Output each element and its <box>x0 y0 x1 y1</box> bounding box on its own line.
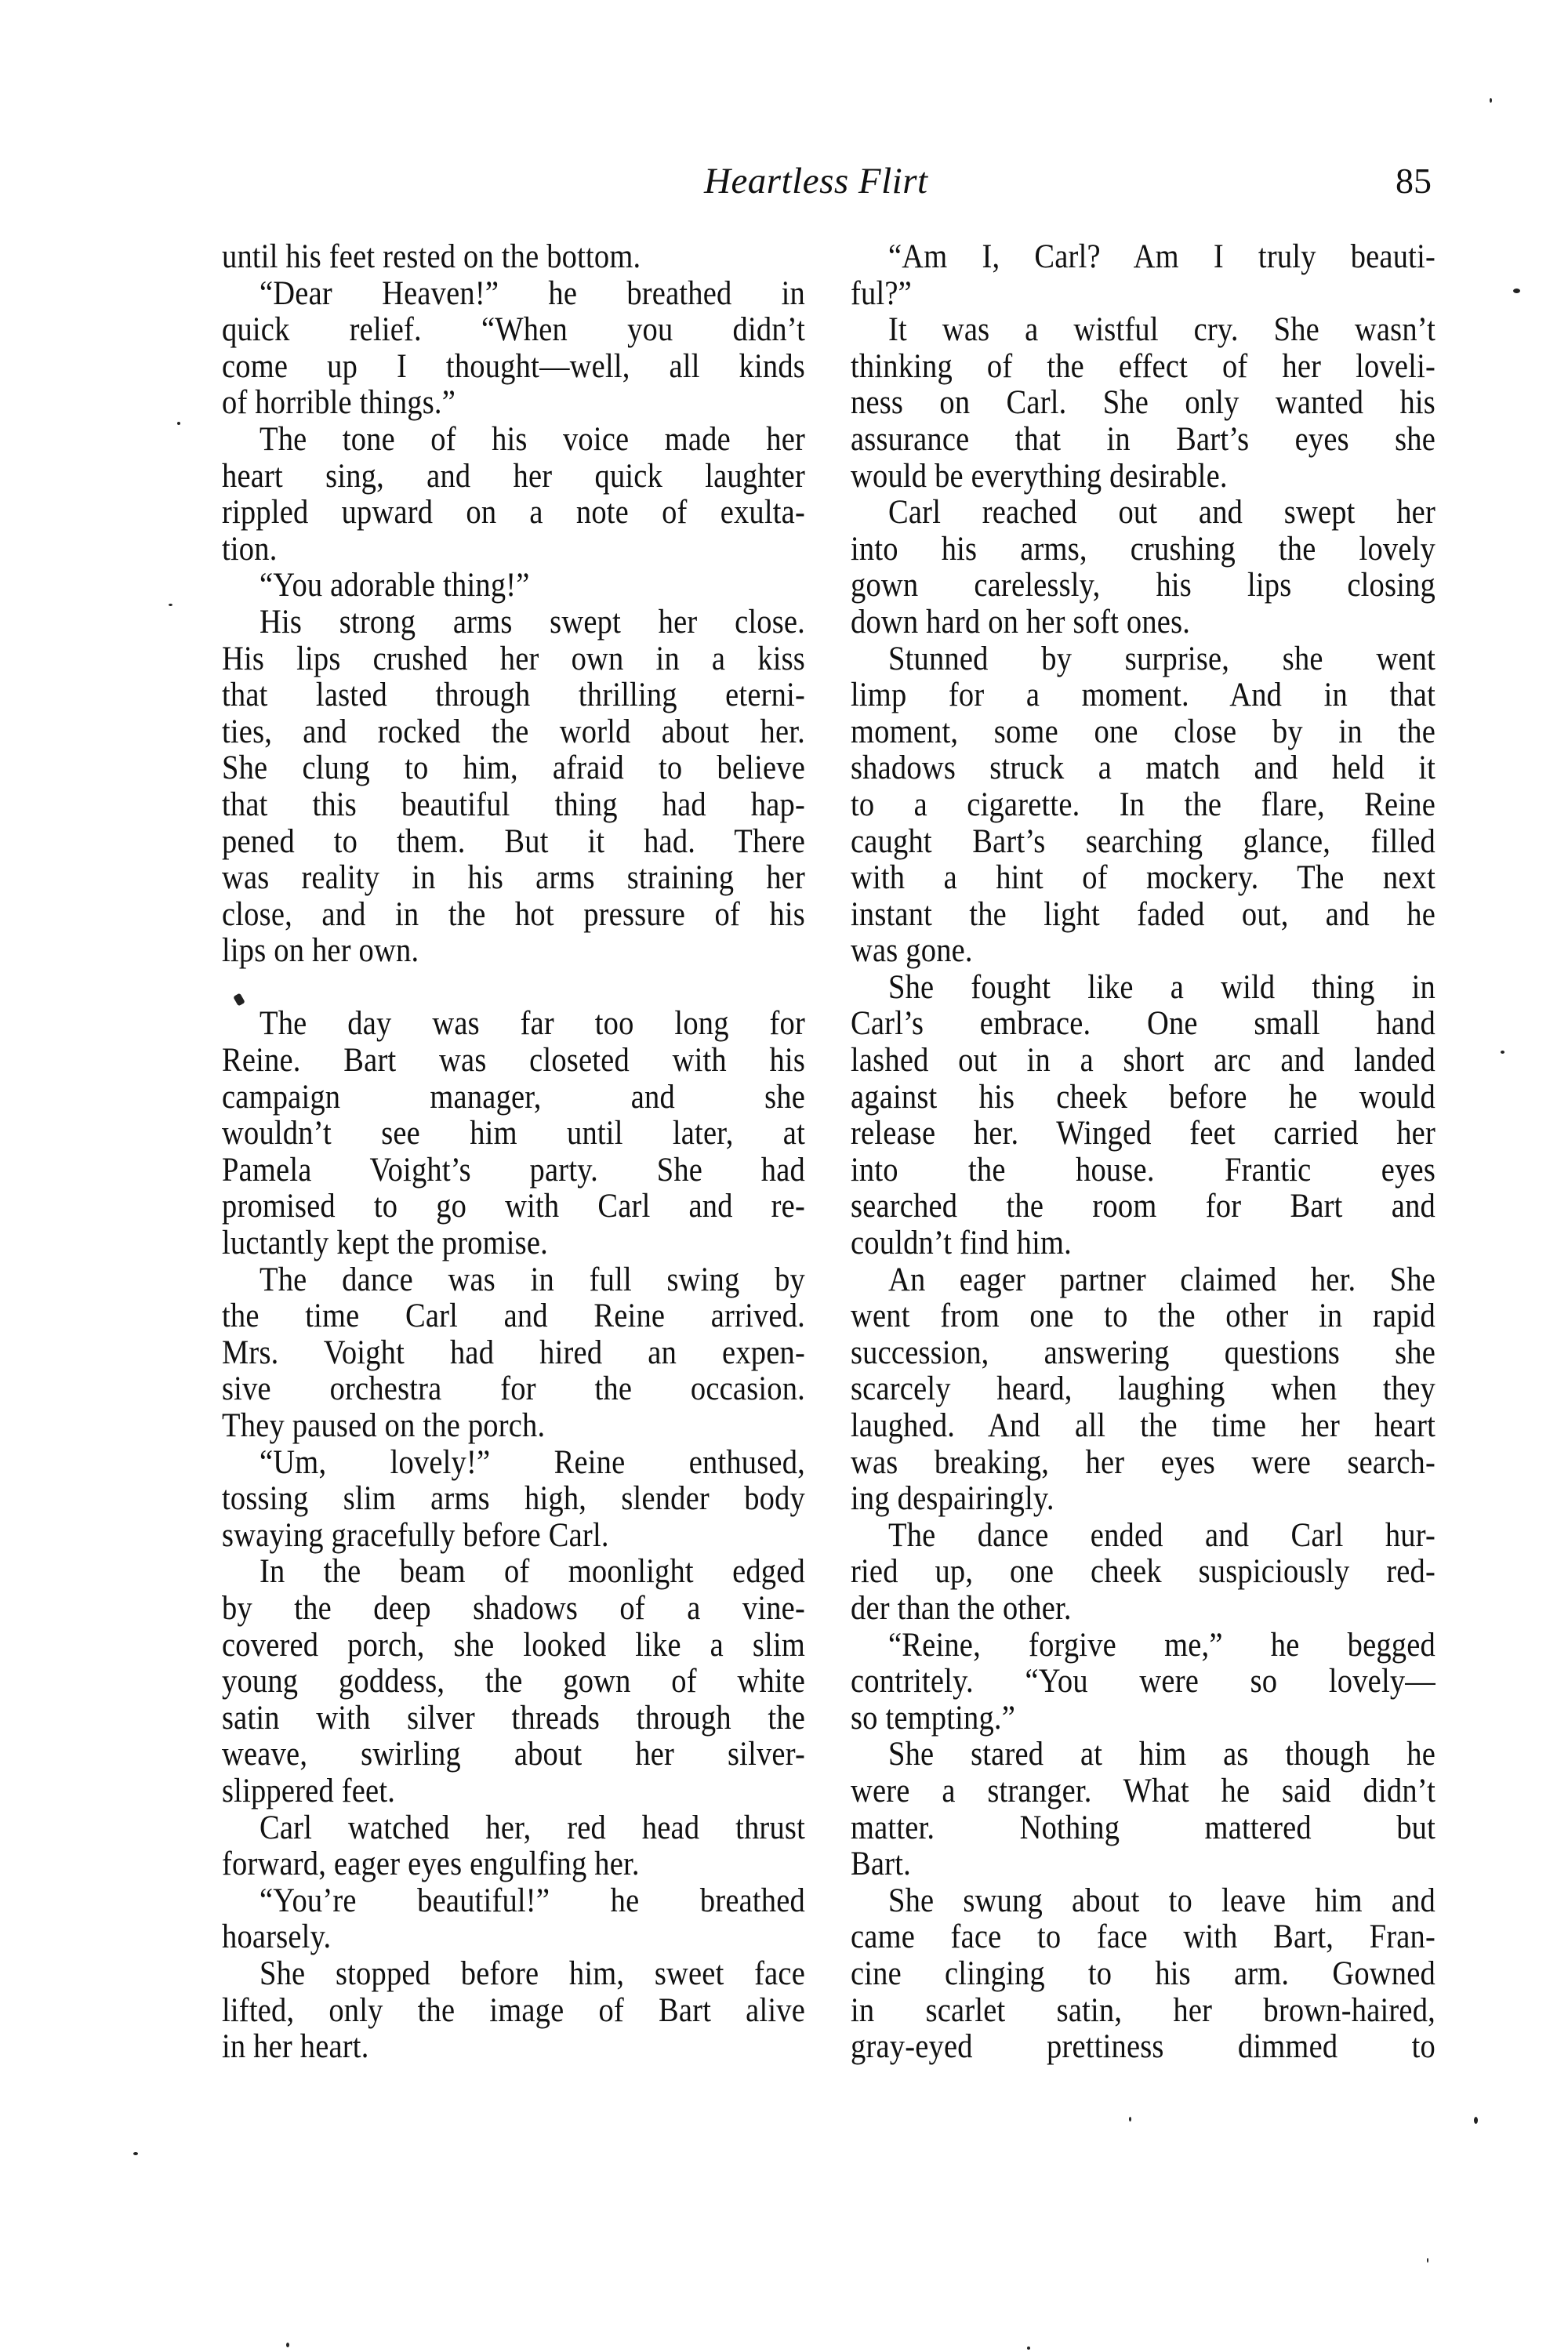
text-line: shadows struck a match and held it <box>851 750 1436 787</box>
left-text-column <box>222 239 805 2066</box>
text-line: ness on Carl. She only wanted his <box>851 384 1436 422</box>
section-break <box>222 970 805 1007</box>
text-line: tion. <box>222 530 278 568</box>
text-line: succession, answering questions she <box>851 1334 1436 1371</box>
text-line: They paused on the porch. <box>222 1406 546 1444</box>
text-line: was breaking, her eyes were search- <box>851 1443 1436 1481</box>
text-line: luctantly kept the promise. <box>222 1224 548 1261</box>
running-title: Heartless Flirt <box>704 161 928 201</box>
right-text-column <box>851 239 1436 2066</box>
text-line: heart sing, and her quick laughter <box>222 457 805 495</box>
text-line: An eager partner claimed her. She <box>888 1261 1436 1298</box>
text-line: gown carelessly, his lips closing <box>851 567 1436 604</box>
text-line: ing despairingly. <box>851 1480 1054 1518</box>
text-line: assurance that in Bart’s eyes she <box>851 420 1436 458</box>
text-line: Bart. <box>851 1846 911 1883</box>
text-line: Stunned by surprise, she went <box>888 640 1436 677</box>
text-line: lifted, only the image of Bart alive <box>222 1991 805 2029</box>
text-line: were a stranger. What he said didn’t <box>851 1772 1436 1809</box>
text-line: with a hint of mockery. The next <box>851 858 1436 897</box>
text-line: The dance ended and Carl hur- <box>888 1516 1436 1554</box>
text-line: campaign manager, and she <box>222 1078 805 1116</box>
print-speck <box>133 2152 138 2155</box>
text-line: pened to them. But it had. There <box>222 822 805 860</box>
text-line: forward, eager eyes engulfing her. <box>222 1846 640 1883</box>
text-line: instant the light faded out, and he <box>851 895 1436 933</box>
text-line: young goddess, the gown of white <box>222 1663 805 1700</box>
print-speck <box>1501 1051 1504 1054</box>
text-line: the time Carl and Reine arrived. <box>222 1298 805 1335</box>
text-line: limp for a moment. And in that <box>851 677 1436 714</box>
text-line: der than the other. <box>851 1589 1072 1627</box>
text-line: “Dear Heaven!” he breathed in <box>260 274 805 312</box>
text-line: rippled upward on a note of exulta- <box>222 494 805 532</box>
text-line: moment, some one close by in the <box>851 713 1436 750</box>
text-line: would be everything desirable. <box>851 457 1228 495</box>
text-line: come up I thought—well, all kinds <box>222 347 805 385</box>
text-line: weave, swirling about her silver- <box>222 1736 805 1773</box>
text-line: that lasted through thrilling eterni- <box>222 677 805 714</box>
text-line: promised to go with Carl and re- <box>222 1188 805 1225</box>
print-speck <box>1474 2117 1478 2124</box>
text-line: of horrible things.” <box>222 384 456 422</box>
text-line: ried up, one cheek suspiciously red- <box>851 1553 1436 1591</box>
text-line: “Reine, forgive me,” he begged <box>888 1626 1436 1664</box>
text-line: In the beam of moonlight edged <box>260 1553 805 1591</box>
text-line: swaying gracefully before Carl. <box>222 1516 609 1554</box>
text-line: was reality in his arms straining her <box>222 858 805 897</box>
text-line: lashed out in a short arc and landed <box>851 1041 1436 1079</box>
text-line: The dance was in full swing by <box>260 1261 805 1298</box>
text-line: “You’re beautiful!” he breathed <box>260 1882 805 1919</box>
text-line: quick relief. “When you didn’t <box>222 311 805 349</box>
text-line: hoarsely. <box>222 1918 332 1956</box>
text-line: The tone of his voice made her <box>260 420 805 458</box>
page-number: 85 <box>1396 161 1432 201</box>
text-line: She stopped before him, sweet face <box>260 1955 805 1992</box>
text-line: that this beautiful thing had hap- <box>222 786 805 823</box>
text-line: matter. Nothing mattered but <box>851 1809 1436 1846</box>
text-line: couldn’t find him. <box>851 1224 1072 1261</box>
text-line: Carl watched her, red head thrust <box>260 1809 805 1846</box>
text-line: cine clinging to his arm. Gowned <box>851 1955 1436 1992</box>
text-line: Carl’s embrace. One small hand <box>851 1005 1436 1043</box>
text-line: The day was far too long for <box>260 1005 805 1043</box>
text-line: gray-eyed prettiness dimmed to <box>851 2027 1436 2066</box>
print-speck <box>286 2343 289 2347</box>
print-speck <box>1427 2258 1428 2263</box>
text-line: went from one to the other in rapid <box>851 1298 1436 1335</box>
print-speck <box>1027 2347 1030 2350</box>
text-line: She fought like a wild thing in <box>888 968 1436 1006</box>
text-line: release her. Winged feet carried her <box>851 1115 1436 1152</box>
running-head <box>0 154 1568 209</box>
print-speck <box>1513 289 1520 293</box>
text-line: in her heart. <box>222 2027 369 2066</box>
text-line: wouldn’t see him until later, at <box>222 1115 805 1152</box>
text-line: His lips crushed her own in a kiss <box>222 640 805 677</box>
text-line: came face to face with Bart, Fran- <box>851 1918 1436 1956</box>
print-speck <box>1129 2117 1131 2122</box>
text-line: covered porch, she looked like a slim <box>222 1626 805 1664</box>
text-line: His strong arms swept her close. <box>260 603 805 641</box>
text-line: ties, and rocked the world about her. <box>222 713 805 750</box>
text-line: “Um, lovely!” Reine enthused, <box>260 1443 805 1481</box>
print-speck <box>169 604 172 606</box>
text-line: laughed. And all the time her heart <box>851 1406 1436 1444</box>
text-line: in scarlet satin, her brown-haired, <box>851 1991 1436 2029</box>
text-line: satin with silver threads through the <box>222 1699 805 1737</box>
text-line: Mrs. Voight had hired an expen- <box>222 1334 805 1371</box>
text-line: against his cheek before he would <box>851 1078 1436 1116</box>
text-line: until his feet rested on the bottom. <box>222 238 641 275</box>
text-line: scarcely heard, laughing when they <box>851 1370 1436 1408</box>
text-line: thinking of the effect of her loveli- <box>851 347 1436 385</box>
text-line: Carl reached out and swept her <box>888 494 1436 532</box>
text-line: into his arms, crushing the lovely <box>851 530 1436 568</box>
text-line: caught Bart’s searching glance, filled <box>851 822 1436 860</box>
text-line: Reine. Bart was closeted with his <box>222 1041 805 1079</box>
text-line: She swung about to leave him and <box>888 1882 1436 1919</box>
text-line: “You adorable thing!” <box>260 567 530 604</box>
print-speck <box>1490 98 1492 103</box>
text-line: contritely. “You were so lovely— <box>851 1663 1436 1700</box>
text-line: tossing slim arms high, slender body <box>222 1480 805 1518</box>
text-line: into the house. Frantic eyes <box>851 1151 1436 1189</box>
text-line: searched the room for Bart and <box>851 1188 1436 1225</box>
text-line: ful?” <box>851 274 912 312</box>
text-line: lips on her own. <box>222 932 419 970</box>
text-line: by the deep shadows of a vine- <box>222 1589 805 1627</box>
print-speck <box>177 422 180 425</box>
text-line: to a cigarette. In the flare, Reine <box>851 786 1436 823</box>
text-line: slippered feet. <box>222 1772 396 1809</box>
text-line: close, and in the hot pressure of his <box>222 895 805 933</box>
text-line: sive orchestra for the occasion. <box>222 1370 805 1408</box>
text-line: Pamela Voight’s party. She had <box>222 1151 805 1189</box>
text-line: She stared at him as though he <box>888 1736 1436 1773</box>
text-line: It was a wistful cry. She wasn’t <box>888 311 1436 349</box>
text-line: She clung to him, afraid to believe <box>222 750 805 787</box>
text-line: down hard on her soft ones. <box>851 603 1191 641</box>
text-line: was gone. <box>851 932 973 970</box>
text-line: so tempting.” <box>851 1699 1016 1737</box>
text-line: “Am I, Carl? Am I truly beauti- <box>888 238 1436 275</box>
